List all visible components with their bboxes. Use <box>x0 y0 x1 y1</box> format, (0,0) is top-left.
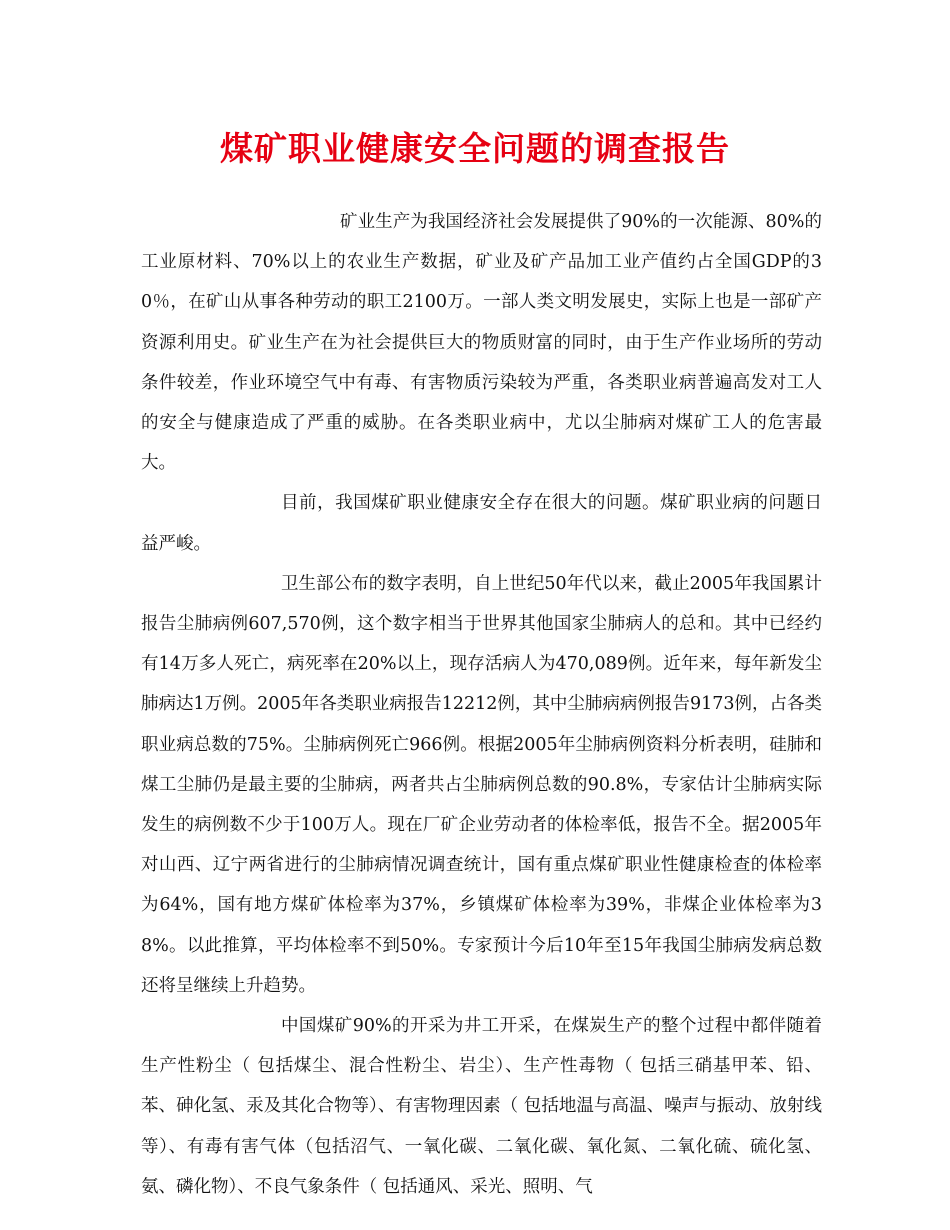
paragraph-mining-overview: 矿业生产为我国经济社会发展提供了90%的一次能源、80%的工业原材料、70%以上的农业生产数据，矿业及矿产品加工业产值约占全国GDP的30％，在矿山从事各种劳动的职工2100万。一部人类文明发展史，实际上也是一部矿产资源利用史。矿业生产在为社会提供巨大的物质财富的同时，由于生产作业场所的劳动条件较差，作业环境空气中有毒、有害物质污染较为严重，各类职业病普遍高发对工人的安全与健康造成了严重的威胁。在各类职业病中，尤以尘肺病对煤矿工人的危害最大。 <box>141 212 822 474</box>
page-title: 煤矿职业健康安全问题的调查报告 <box>220 129 730 168</box>
paragraph-occupational-hazards: 中国煤矿90%的开采为井工开采，在煤炭生产的整个过程中都伴随着生产性粉尘（ 包括煤尘、混合性粉尘、岩尘）、生产性毒物（ 包括三硝基甲苯、铅、苯、砷化氢、汞及其化合物等）、有害物理因素（ 包括地温与高温、噪声与振动、放射线等）、有毒有害气体（包括沼气、一氧化碳、二氧化碳、氧化氮、二氧化硫、硫化氢、氨、磷化物）、不良气象条件（ 包括通风、采光、照明、气 <box>141 1016 822 1197</box>
document-body <box>141 202 822 1207</box>
paragraph-pneumoconiosis-statistics: 卫生部公布的数字表明，自上世纪50年代以来，截止2005年我国累计报告尘肺病例607,570例，这个数字相当于世界其他国家尘肺病人的总和。其中已经约有14万多人死亡，病死率在20%以上，现存活病人为470,089例。近年来，每年新发尘肺病达1万例。2005年各类职业病报告12212例，其中尘肺病病例报告9173例，占各类职业病总数的75%。尘肺病例死亡966例。根据2005年尘肺病例资料分析表明，硅肺和煤工尘肺仍是最主要的尘肺病，两者共占尘肺病例总数的90.8%，专家估计尘肺病实际发生的病例数不少于100万人。现在厂矿企业劳动者的体检率低，报告不全。据2005年对山西、辽宁两省进行的尘肺病情况调查统计，国有重点煤矿职业性健康检查的体检率为64%，国有地方煤矿体检率为37%，乡镇煤矿体检率为39%，非煤企业体检率为38%。以此推算，平均体检率不到50%。专家预计今后10年至15年我国尘肺病发病总数还将呈继续上升趋势。 <box>141 573 822 996</box>
paragraph-current-problems: 目前，我国煤矿职业健康安全存在很大的问题。煤矿职业病的问题日益严峻。 <box>141 493 822 554</box>
